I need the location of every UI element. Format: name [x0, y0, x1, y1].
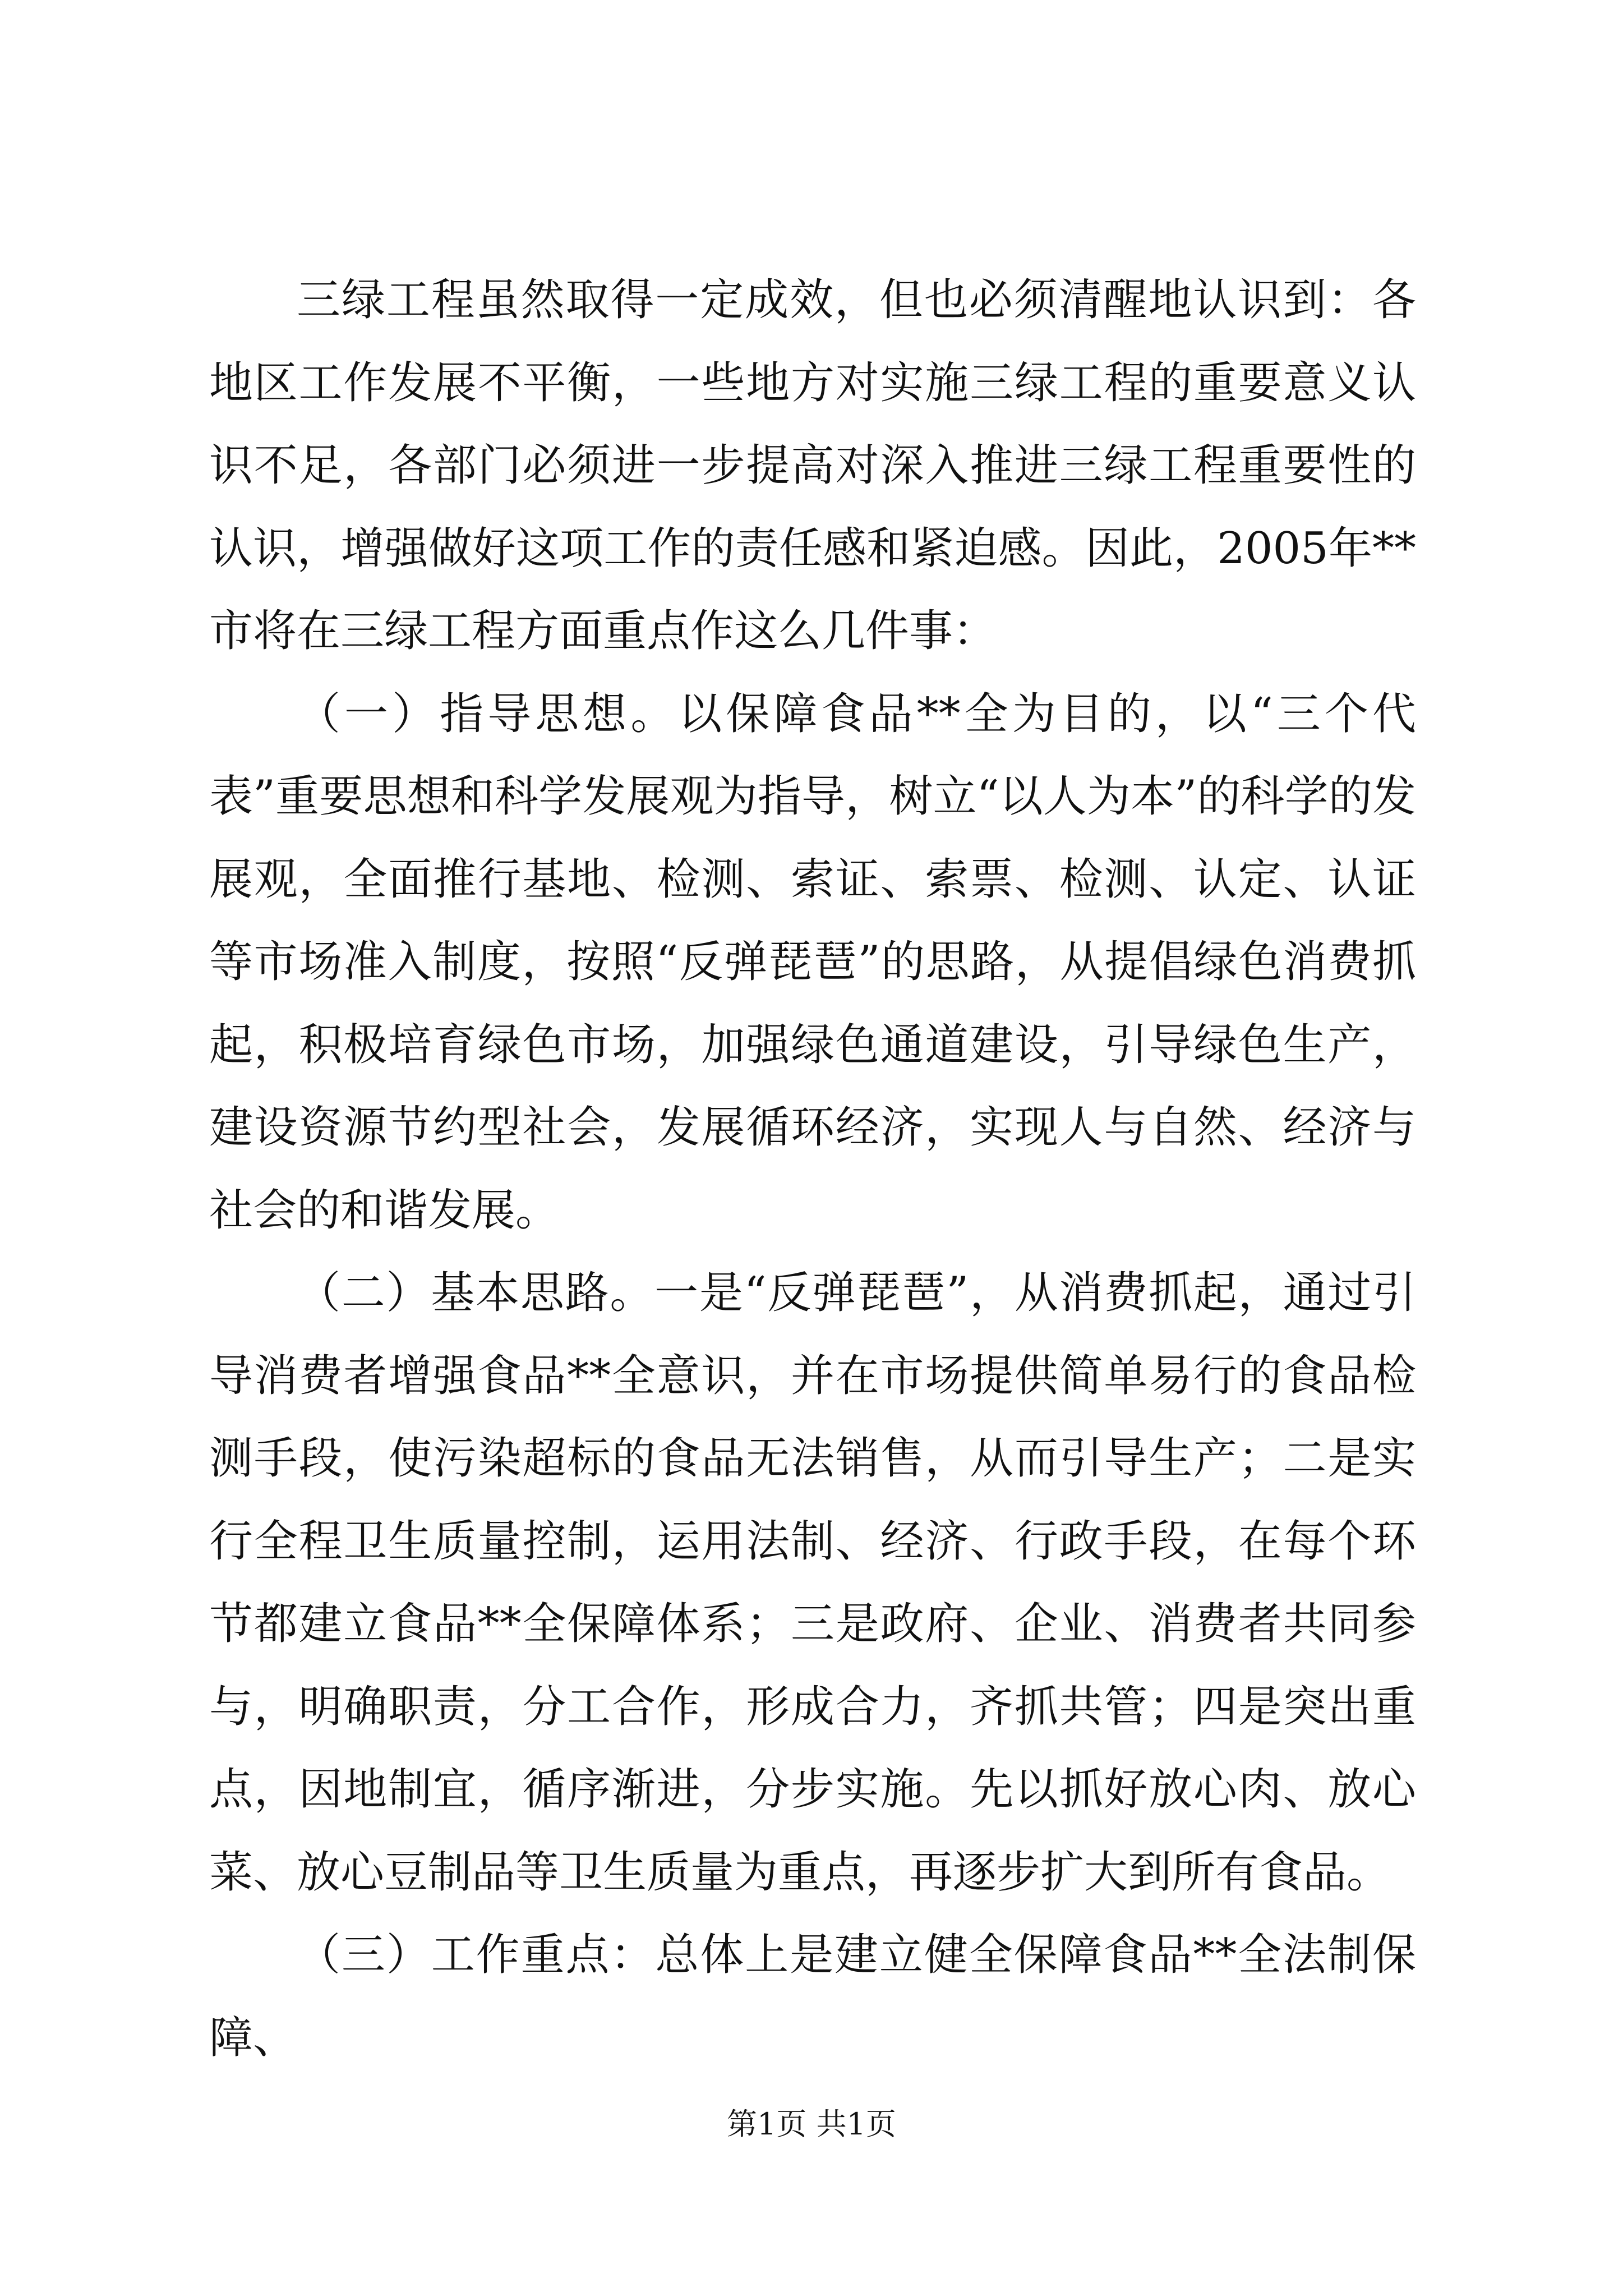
paragraph-basic-approach: （二）基本思路。一是“反弹琵琶”，从消费抓起，通过引导消费者增强食品**全意识，并在市场提供简单易行的食品检测手段，使污染超标的食品无法销售，从而引导生产；二是实行全程卫生质量控制，运用法制、经济、行政手段，在每个环节都建立食品**全保障体系；三是政府、企业、消费者共同参与，明确职责，分工合作，形成合力，齐抓共管；四是突出重点，因地制宜，循序渐进，分步实施。先以抓好放心肉、放心菜、放心豆制品等卫生质量为重点，再逐步扩大到所有食品。	[209, 1268, 1416, 1898]
document-body	[209, 259, 1416, 2079]
page-footer	[0, 2105, 1623, 2144]
page-number: 第1页 共1页	[727, 2106, 896, 2142]
paragraph-guiding-ideology: （一）指导思想。以保障食品**全为目的，以“三个代表”重要思想和科学发展观为指导，树立“以人为本”的科学的发展观，全面推行基地、检测、索证、索票、检测、认定、认证等市场准入制度，按照“反弹琵琶”的思路，从提倡绿色消费抓起，积极培育绿色市场，加强绿色通道建设，引导绿色生产，建设资源节约型社会，发展循环经济，实现人与自然、经济与社会的和谐发展。	[209, 688, 1416, 1236]
paragraph-work-focus: （三）工作重点：总体上是建立健全保障食品**全法制保障、	[209, 1930, 1416, 2063]
paragraph-intro: 三绿工程虽然取得一定成效，但也必须清醒地认识到：各地区工作发展不平衡，一些地方对实施三绿工程的重要意义认识不足，各部门必须进一步提高对深入推进三绿工程重要性的认识，增强做好这项工作的责任感和紧迫感。因此，2005年**市将在三绿工程方面重点作这么几件事：	[209, 275, 1416, 656]
